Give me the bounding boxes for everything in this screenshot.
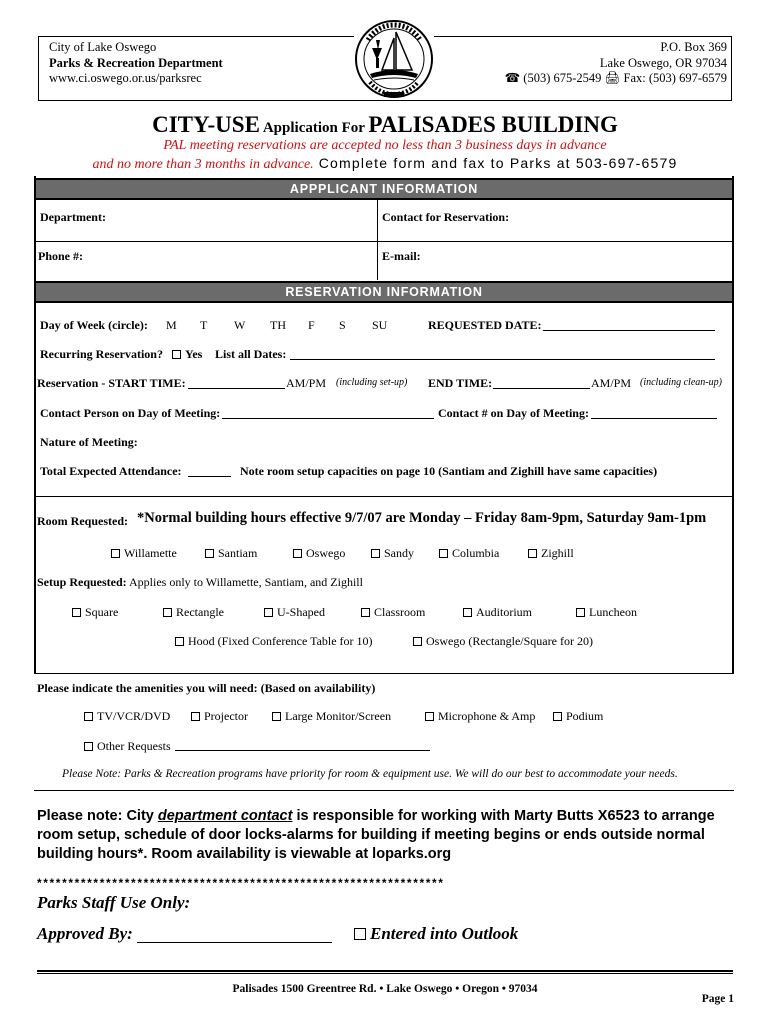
amenity-tv-vcr-dvd[interactable] — [84, 709, 170, 724]
other-requests-blank[interactable] — [175, 750, 430, 751]
room-label: Columbia — [452, 546, 500, 560]
approved-by-blank[interactable] — [137, 942, 332, 943]
footer-address: Palisades 1500 Greentree Rd. • Lake Oswego • Oregon • 97034 — [232, 983, 538, 995]
recurring-label: Recurring Reservation? — [40, 347, 163, 361]
letterhead-right — [505, 40, 727, 87]
list-dates-label: List all Dates: — [215, 347, 287, 361]
room-label: Santiam — [218, 546, 258, 560]
reservation-info-header: RESERVATION INFORMATION — [34, 281, 734, 303]
room-option-sandy[interactable] — [371, 546, 414, 561]
advance-notice-line2 — [0, 155, 770, 173]
setup-label: U-Shaped — [277, 605, 325, 619]
setup-option-classroom[interactable] — [361, 605, 425, 620]
city-state-zip: Lake Oswego, OR 97034 — [599, 55, 727, 70]
department-name: Parks & Recreation Department — [49, 55, 223, 70]
setup-label: Rectangle — [176, 605, 224, 619]
setup-option-auditorium[interactable] — [463, 605, 532, 620]
advance-notice-line1: PAL meeting reservations are accepted no less than 3 business days in advance — [163, 138, 607, 153]
setup-option-u-shaped[interactable] — [264, 605, 325, 620]
day-option-tue[interactable]: T — [200, 318, 208, 332]
checkbox-icon[interactable] — [293, 549, 302, 558]
recurring-yes-text: Yes — [185, 347, 203, 361]
requested-date-text: REQUESTED DATE: — [428, 318, 542, 332]
checkbox-icon[interactable] — [439, 549, 448, 558]
room-label: Willamette — [124, 546, 177, 560]
contact-number-blank[interactable] — [591, 418, 717, 419]
checkbox-icon[interactable] — [553, 712, 562, 721]
amenity-other-requests[interactable] — [84, 739, 171, 754]
notice-text-2: is responsible for working with Marty Butts X6523 to arrange room setup, schedule of door locks-alarms for building if meeting begins or ends outside normal building hours*. Room availability is viewable at loparks.org — [37, 808, 715, 862]
section-divider-rooms — [34, 496, 734, 497]
phone-fax: ☎ (503) 675-2549 🖨 Fax: (503) 697-6579 — [504, 71, 727, 85]
city-of-lake-oswego-seal-icon — [354, 18, 434, 100]
advance-notice-red: and no more than 3 months in advance. — [92, 157, 314, 172]
fax-instructions: Complete form and fax to Parks at 503-697-6579 — [313, 155, 678, 171]
checkbox-icon[interactable] — [84, 712, 93, 721]
start-time-label: Reservation - START TIME: — [37, 376, 186, 390]
checkbox-icon[interactable] — [413, 637, 422, 646]
setup-option-rectangle[interactable] — [163, 605, 224, 620]
room-option-willamette[interactable] — [111, 546, 177, 561]
notice-text-1: Please note: City — [37, 808, 158, 824]
checkbox-icon[interactable] — [205, 549, 214, 558]
setup-label: Square — [85, 605, 119, 619]
nature-of-meeting-label[interactable]: Nature of Meeting: — [40, 435, 138, 449]
footer-rule-2 — [37, 973, 733, 974]
footer-rule — [37, 970, 733, 972]
room-option-columbia[interactable] — [439, 546, 499, 561]
checkbox-icon[interactable] — [163, 608, 172, 617]
entered-into-outlook-option[interactable] — [354, 924, 518, 944]
room-label: Oswego — [306, 546, 346, 560]
room-option-zighill[interactable] — [528, 546, 574, 561]
day-of-week-label: Day of Week (circle): — [40, 318, 148, 332]
checkbox-icon[interactable] — [72, 608, 81, 617]
requested-date-label — [428, 318, 541, 333]
contact-number-label: Contact # on Day of Meeting: — [438, 406, 589, 420]
amenity-large-monitor[interactable] — [272, 709, 391, 724]
checkbox-icon[interactable] — [264, 608, 273, 617]
approved-by-label: Approved By: — [37, 924, 133, 943]
including-setup-note: (including set-up) — [336, 377, 408, 388]
amenity-label: Podium — [566, 709, 604, 723]
outlook-label: Entered into Outlook — [370, 924, 519, 943]
checkbox-icon[interactable] — [172, 350, 181, 359]
setup-requested-label: Setup Requested: — [37, 575, 127, 589]
section-divider-notice — [34, 790, 734, 791]
page-number: Page 1 — [701, 993, 734, 1005]
attendance-blank[interactable] — [188, 476, 231, 477]
title-city-use: CITY-USE — [152, 112, 260, 137]
title-building: PALISADES BUILDING — [368, 112, 618, 137]
end-time-blank[interactable] — [493, 388, 590, 389]
checkbox-icon[interactable] — [175, 637, 184, 646]
contact-for-reservation-field[interactable]: Contact for Reservation: — [382, 210, 510, 224]
checkbox-icon[interactable] — [111, 549, 120, 558]
start-ampm: AM/PM — [286, 376, 327, 390]
including-cleanup-note: (including clean-up) — [640, 377, 722, 388]
checkbox-icon[interactable] — [354, 928, 366, 940]
attendance-label: Total Expected Attendance: — [40, 464, 182, 478]
amenity-label: Other Requests — [97, 739, 171, 753]
checkbox-icon[interactable] — [528, 549, 537, 558]
applicant-column-divider — [377, 200, 378, 280]
setup-option-square[interactable] — [72, 605, 118, 620]
day-option-thu[interactable]: TH — [270, 318, 286, 332]
setup-requested-row — [37, 575, 363, 590]
setup-label: Classroom — [374, 605, 426, 619]
amenity-label: Large Monitor/Screen — [285, 709, 392, 723]
form-frame-right — [732, 176, 734, 674]
amenity-projector[interactable] — [191, 709, 248, 724]
city-name: City of Lake Oswego — [49, 40, 157, 54]
letterhead-left — [49, 40, 223, 87]
priority-note: Please Note: Parks & Recreation programs have priority for room & equipment use. We will do our best to accommodate your needs. — [62, 768, 678, 780]
amenity-label: Projector — [204, 709, 248, 723]
department-field[interactable]: Department: — [40, 210, 106, 224]
section-divider-amenities — [34, 673, 734, 674]
form-title — [0, 112, 770, 138]
room-label: Zighill — [541, 546, 574, 560]
checkbox-icon[interactable] — [191, 712, 200, 721]
applicant-row-divider — [34, 241, 734, 242]
email-field[interactable]: E-mail: — [382, 249, 421, 263]
checkbox-icon[interactable] — [576, 608, 585, 617]
setup-label: Luncheon — [589, 605, 637, 619]
setup-option-hood[interactable] — [175, 634, 373, 649]
applicant-info-header: APPPLICANT INFORMATION — [34, 178, 734, 200]
setup-label: Hood (Fixed Conference Table for 10) — [188, 634, 373, 648]
website: www.ci.oswego.or.us/parksrec — [49, 71, 202, 85]
amenity-label: TV/VCR/DVD — [97, 709, 171, 723]
form-frame-left — [34, 176, 36, 674]
day-option-fri[interactable]: F — [308, 318, 315, 332]
setup-option-oswego[interactable] — [413, 634, 593, 649]
start-time-blank[interactable] — [188, 388, 285, 389]
contact-person-label: Contact Person on Day of Meeting: — [40, 406, 221, 420]
capacity-note: Note room setup capacities on page 10 (Santiam and Zighill have same capacities) — [240, 464, 658, 478]
requested-date-blank[interactable] — [543, 330, 715, 331]
setup-requested-note: Applies only to Willamette, Santiam, and Zighill — [126, 575, 363, 589]
setup-label: Oswego (Rectangle/Square for 20) — [426, 634, 593, 648]
day-option-sun[interactable]: SU — [372, 318, 388, 332]
room-requested-text: Room Requested: — [37, 514, 128, 528]
building-hours-note: *Normal building hours effective 9/7/07 are Monday – Friday 8am-9pm, Saturday 9am-1pm — [137, 510, 707, 526]
setup-label: Auditorium — [476, 605, 532, 619]
po-box: P.O. Box 369 — [660, 40, 727, 54]
setup-option-luncheon[interactable] — [576, 605, 637, 620]
room-option-santiam[interactable] — [205, 546, 257, 561]
end-time-label: END TIME: — [428, 376, 493, 390]
checkbox-icon[interactable] — [425, 712, 434, 721]
staff-use-title: Parks Staff Use Only: — [37, 893, 191, 912]
amenity-label: Microphone & Amp — [438, 709, 536, 723]
room-requested-label — [37, 514, 128, 529]
checkbox-icon[interactable] — [361, 608, 370, 617]
checkbox-icon[interactable] — [371, 549, 380, 558]
city-contact-notice — [37, 807, 737, 864]
separator-stars: ***************************************************************** — [37, 876, 445, 890]
day-option-mon[interactable]: M — [166, 318, 177, 332]
day-option-wed[interactable]: W — [234, 318, 246, 332]
amenity-microphone[interactable] — [425, 709, 535, 724]
title-application-for: Application For — [259, 120, 369, 136]
phone-field[interactable]: Phone #: — [38, 249, 83, 263]
end-ampm: AM/PM — [591, 376, 632, 390]
list-dates-blank[interactable] — [290, 359, 715, 360]
notice-department-contact: department contact — [157, 808, 293, 824]
checkbox-icon[interactable] — [463, 608, 472, 617]
room-label: Sandy — [384, 546, 414, 560]
contact-person-blank[interactable] — [222, 418, 434, 419]
checkbox-icon[interactable] — [84, 742, 93, 751]
day-option-sat[interactable]: S — [339, 318, 346, 332]
checkbox-icon[interactable] — [272, 712, 281, 721]
room-option-oswego[interactable] — [293, 546, 345, 561]
amenities-label: Please indicate the amenities you will need: (Based on availability) — [37, 681, 376, 695]
recurring-yes-option[interactable] — [172, 347, 202, 362]
amenity-podium[interactable] — [553, 709, 603, 724]
